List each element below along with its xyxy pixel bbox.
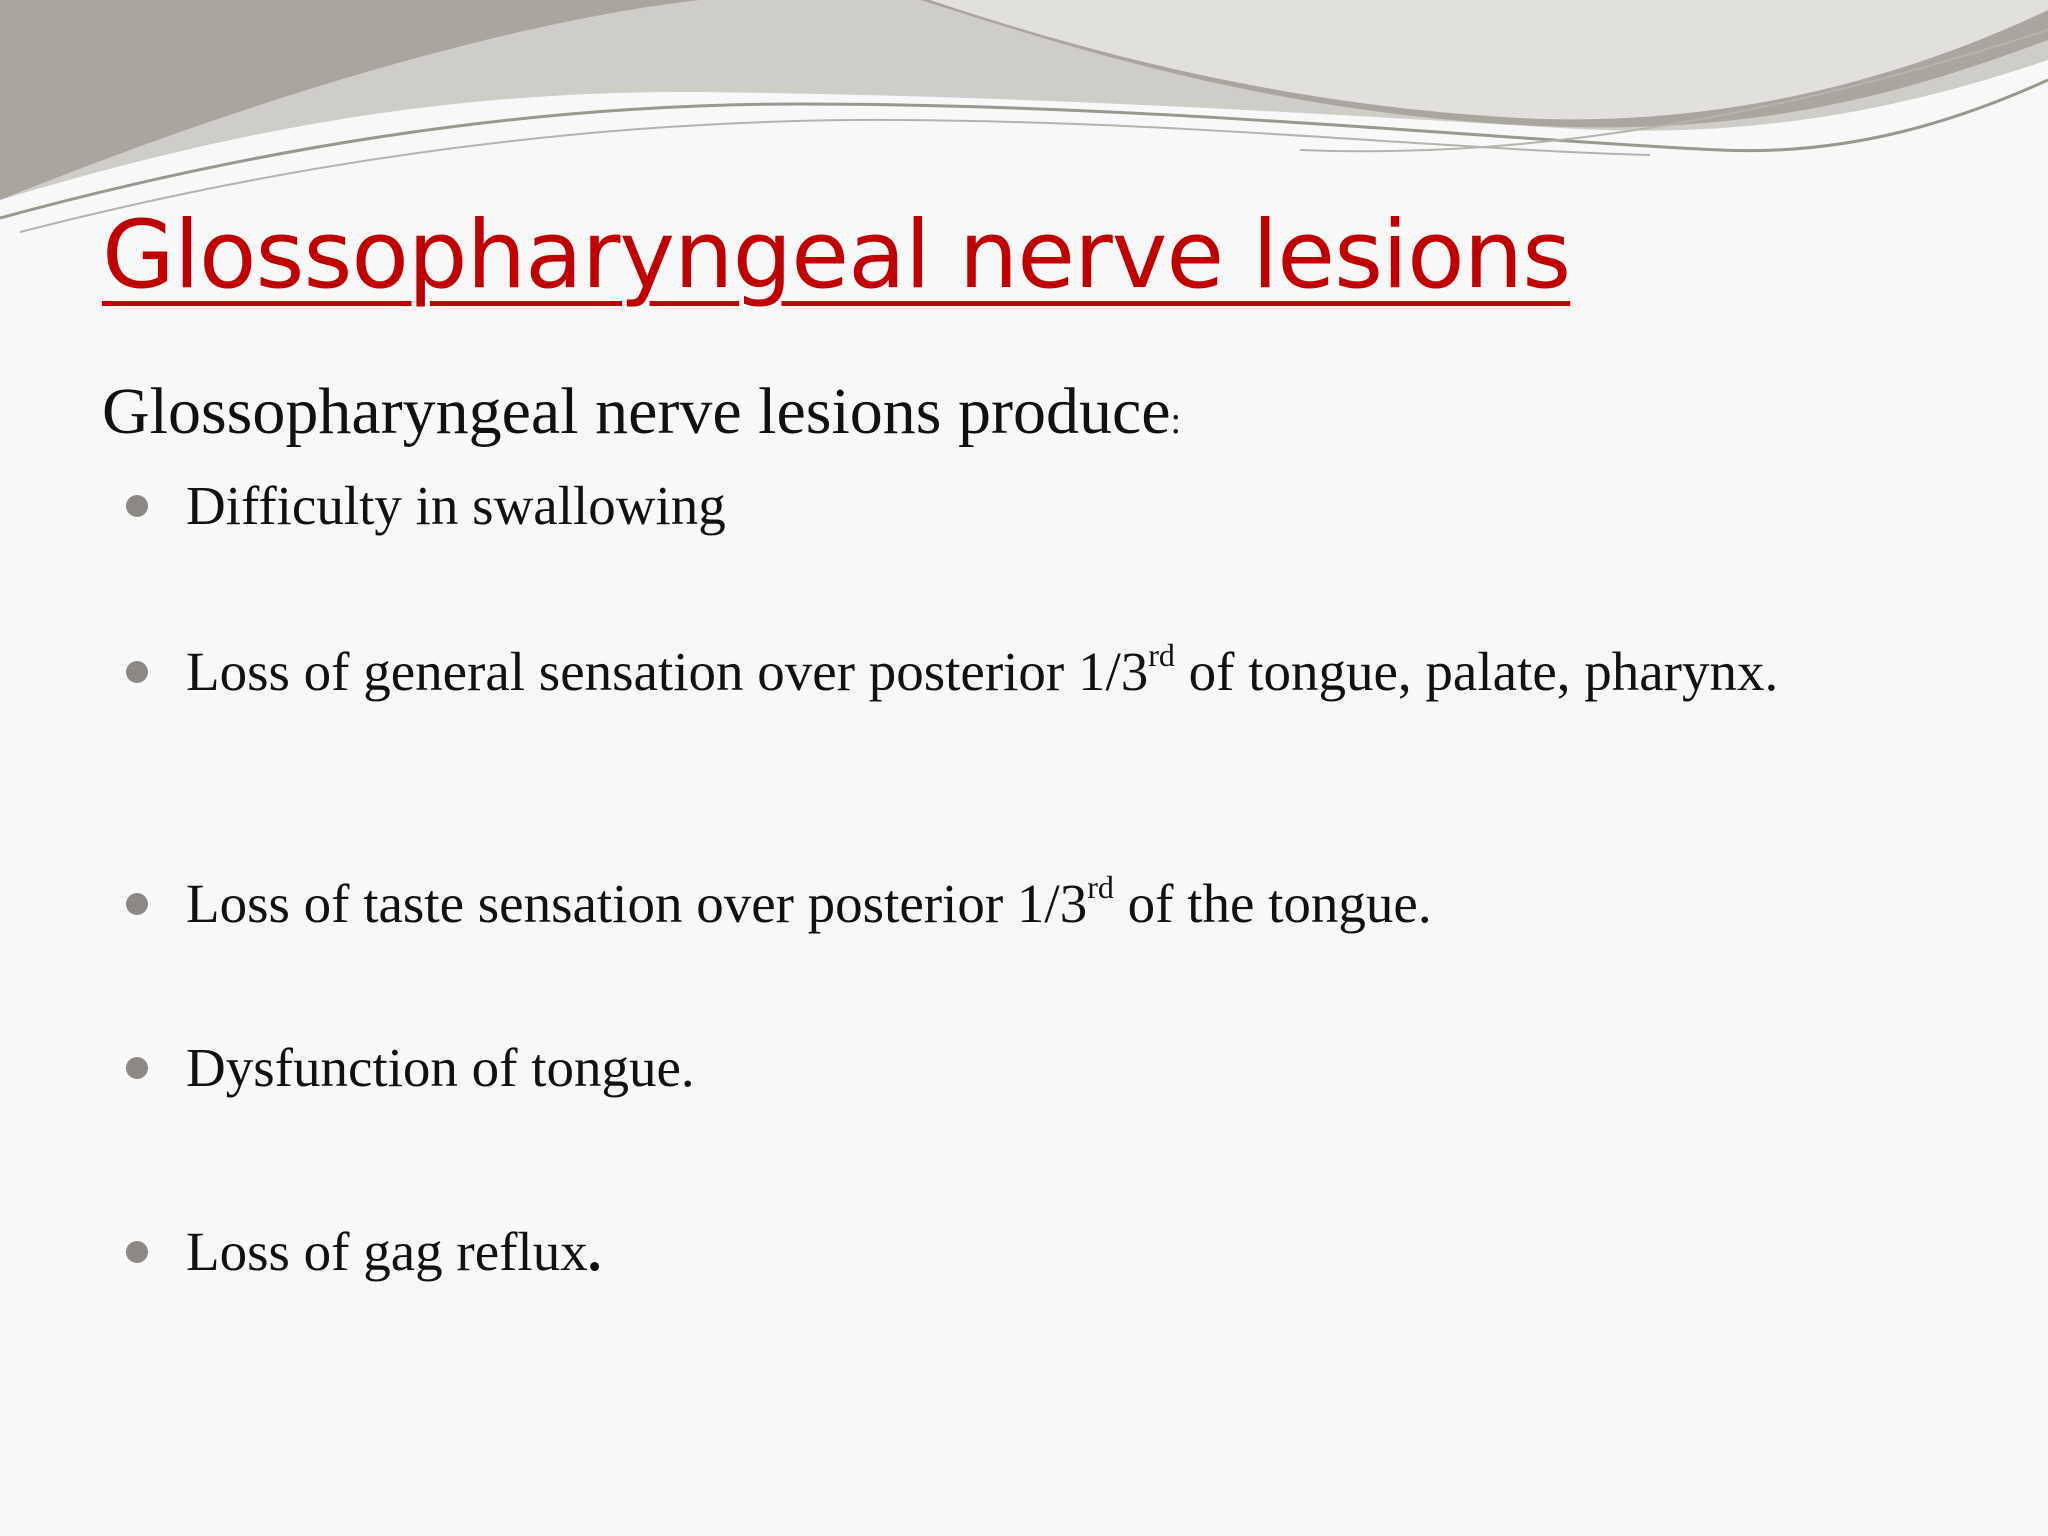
list-item-text: Dysfunction of tongue. <box>186 1037 695 1098</box>
superscript-rd: rd <box>1148 637 1175 673</box>
list-item-text: Loss of general sensation over posterior 1/3 <box>186 641 1149 702</box>
slide-title: Glossopharyngeal nerve lesions <box>102 201 1571 310</box>
list-item-text: Loss of taste sensation over posterior 1/3 <box>186 873 1088 934</box>
list-item-period: . <box>587 1221 602 1282</box>
intro-text <box>102 372 1181 461</box>
bullet-dot-icon <box>126 1057 148 1079</box>
bullet-dot-icon <box>126 893 148 915</box>
list-item-text-continued: of the tongue. <box>1113 873 1432 934</box>
list-item <box>186 870 1786 938</box>
list-item <box>186 638 1786 706</box>
list-item <box>186 1218 1786 1286</box>
list-item <box>186 1034 1786 1102</box>
superscript-rd: rd <box>1087 869 1114 905</box>
list-item-text: Loss of gag reflux <box>186 1221 588 1282</box>
intro-colon: : <box>1170 400 1182 442</box>
intro-text-main: Glossopharyngeal nerve lesions produce <box>102 375 1171 448</box>
bullet-dot-icon <box>126 661 148 683</box>
list-item-text-continued: of tongue, palate, pharynx. <box>1174 641 1779 702</box>
list-item <box>186 472 1786 540</box>
bullet-dot-icon <box>126 1241 148 1263</box>
list-item-text: Difficulty in swallowing <box>186 475 726 536</box>
bullet-dot-icon <box>126 495 148 517</box>
